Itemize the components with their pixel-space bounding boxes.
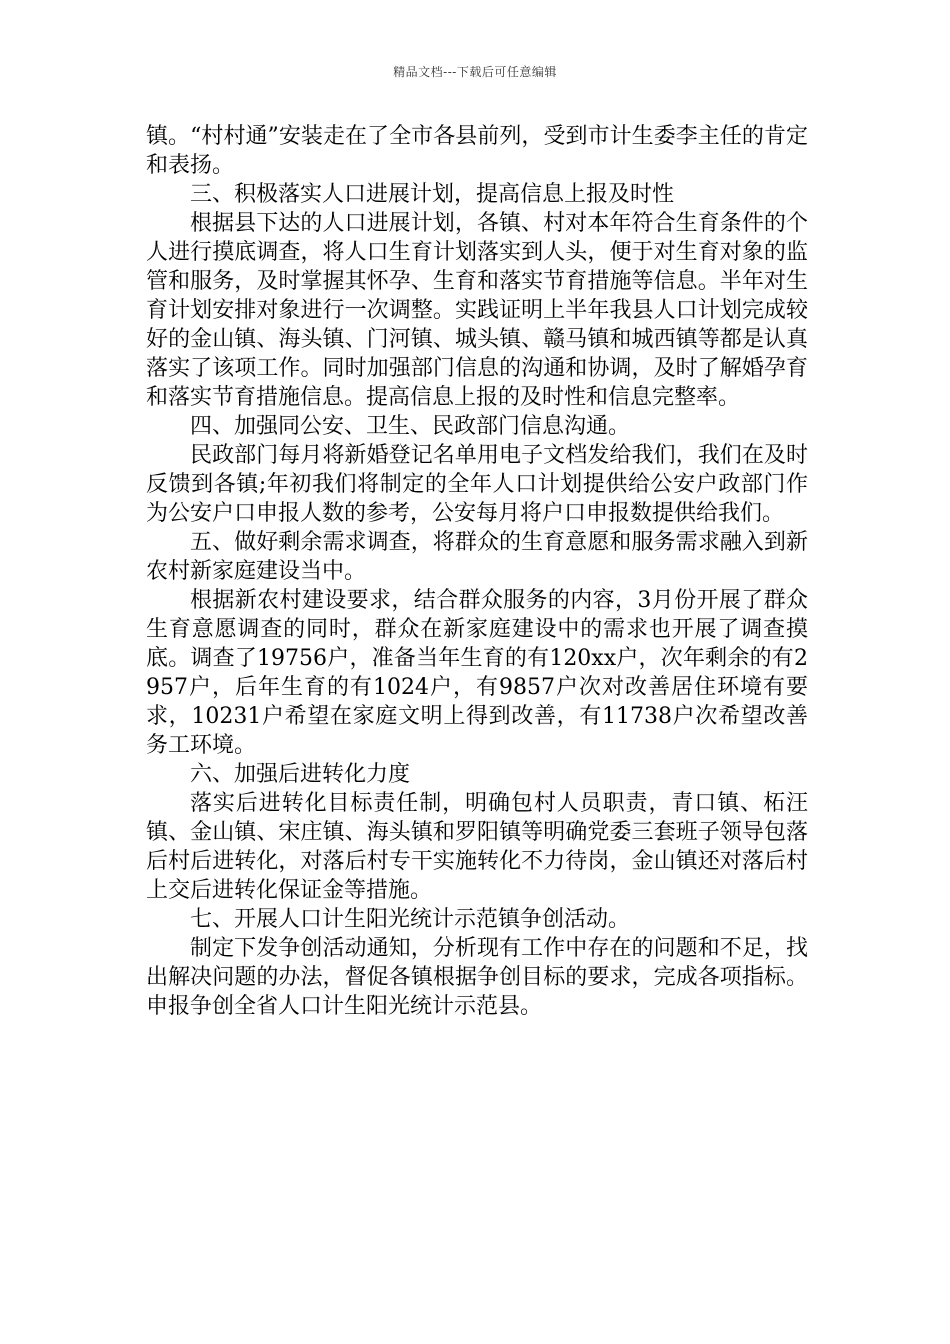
- section-heading-4: 四、加强同公安、卫生、民政部门信息沟通。: [190, 414, 631, 439]
- section-heading-7: 七、开展人口计生阳光统计示范镇争创活动。: [190, 907, 631, 932]
- section-heading-6: 六、加强后进转化力度: [190, 762, 411, 787]
- section-heading-3: 三、积极落实人口进展计划，提高信息上报及时性: [190, 182, 675, 207]
- paragraph-population-plan: 根据县下达的人口进展计划，各镇、村对本年符合生育条件的个人进行摸底调查，将人口生育计划落实到人头，便于对生育对象的监管和服务，及时掌握其怀孕、生育和落实节育措施等信息。半年对生育计划安排对象进行一次调整。实践证明上半年我县人口计划完成较好的金山镇、海头镇、门河镇、城头镇、赣马镇和城西镇等都是认真落实了该项工作。同时加强部门信息的沟通和协调，及时了解婚孕育和落实节育措施信息。提高信息上报的及时性和信息完整率。: [146, 211, 808, 410]
- paragraph-backward-conversion: 落实后进转化目标责任制，明确包村人员职责，青口镇、柘汪镇、金山镇、宋庄镇、海头镇和罗阳镇等明确党委三套班子领导包落后村后进转化，对落后村专干实施转化不力待岗，金山镇还对落后村上交后进转化保证金等措施。: [146, 791, 808, 903]
- paragraph-info-communication: 民政部门每月将新婚登记名单用电子文档发给我们，我们在及时反馈到各镇;年初我们将制定的全年人口计划提供给公安户政部门作为公安户口申报人数的参考，公安每月将户口申报数提供给我们。: [146, 443, 808, 526]
- page-header: 精品文档---下载后可任意编辑: [393, 65, 557, 79]
- paragraph-continued: 镇。“村村通”安装走在了全市各县前列，受到市计生委李主任的肯定和表扬。: [146, 124, 808, 178]
- section-heading-5: 五、做好剩余需求调查，将群众的生育意愿和服务需求融入到新农村新家庭建设当中。: [146, 530, 808, 584]
- paragraph-demonstration-activity: 制定下发争创活动通知，分析现有工作中存在的问题和不足，找出解决问题的办法，督促各镇根据争创目标的要求，完成各项指标。申报争创全省人口计生阳光统计示范县。: [146, 936, 808, 1019]
- document-body: [146, 122, 808, 1021]
- paragraph-demand-survey: 根据新农村建设要求，结合群众服务的内容，3月份开展了群众生育意愿调查的同时，群众在新家庭建设中的需求也开展了调查摸底。调查了19756户，准备当年生育的有120xx户，次年剩余的有2957户，后年生育的有1024户，有9857户次对改善居住环境有要求，10231户希望在家庭文明上得到改善，有11738户次希望改善务工环境。: [146, 588, 808, 758]
